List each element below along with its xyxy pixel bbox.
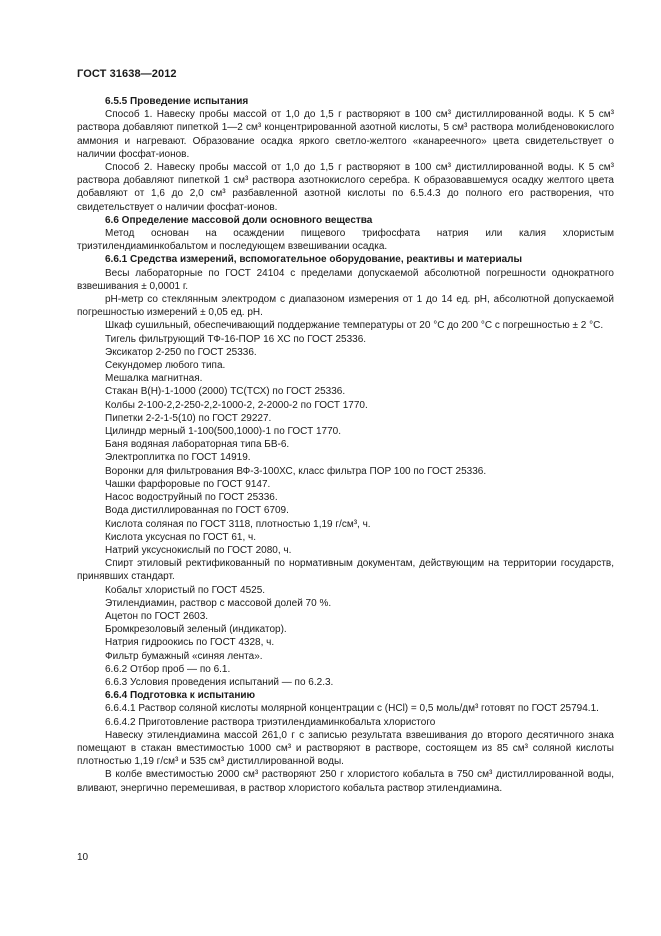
paragraph: Кислота соляная по ГОСТ 3118, плотностью 1,19 г/см³, ч. bbox=[105, 518, 371, 530]
paragraph: Способ 1. Навеску пробы массой от 1,0 до 1,5 г растворяют в 100 см³ дистиллированной воды. К 5 см³ раствора добавляют пипеткой 1—2 см³ концентрированной азотной кислоты, 5 см³ раствора молибденовокислого аммония и нагревают. Образование осадка яркого светло-желтого «канареечного» цвета свидетельствует о наличии фосфат-ионов. bbox=[77, 109, 614, 160]
section-heading: 6.6 Определение массовой доли основного вещества bbox=[105, 214, 373, 226]
paragraph: 6.6.2 Отбор проб — по 6.1. bbox=[105, 663, 231, 675]
paragraph: Цилиндр мерный 1-100(500,1000)-1 по ГОСТ 1770. bbox=[105, 426, 341, 438]
paragraph: Электроплитка по ГОСТ 14919. bbox=[105, 452, 251, 464]
paragraph: 6.6.3 Условия проведения испытаний — по 6.2.3. bbox=[105, 676, 334, 688]
page-number: 10 bbox=[77, 852, 89, 863]
section-heading: 6.6.4 Подготовка к испытанию bbox=[105, 690, 256, 702]
paragraph: Секундомер любого типа. bbox=[105, 360, 226, 372]
paragraph: Чашки фарфоровые по ГОСТ 9147. bbox=[105, 478, 271, 490]
paragraph: Кислота уксусная по ГОСТ 61, ч. bbox=[105, 531, 256, 543]
paragraph: Тигель фильтрующий ТФ-16-ПОР 16 ХС по ГОСТ 25336. bbox=[105, 333, 367, 345]
paragraph: Натрия гидроокись по ГОСТ 4328, ч. bbox=[105, 637, 275, 649]
section-heading: 6.5.5 Проведение испытания bbox=[105, 96, 249, 107]
paragraph: Натрий уксуснокислый по ГОСТ 2080, ч. bbox=[105, 544, 292, 556]
paragraph: Навеску этилендиамина массой 261,0 г с записью результата взвешивания до второго десятичного знака помещают в стакан вместимостью 1000 см³ и растворяют в растворе, состоящем из 85 см³ соляной кислоты плотностью 1,19 г/см³ и 535 см³ дистиллированной воды. bbox=[77, 729, 614, 768]
paragraph: Спирт этиловый ректификованный по нормативным документам, действующим на территории государств, принявших стандарт. bbox=[77, 558, 614, 583]
paragraph: Бромкрезоловый зеленый (индикатор). bbox=[105, 624, 287, 636]
paragraph: Фильтр бумажный «синяя лента». bbox=[105, 650, 263, 662]
paragraph: Вода дистиллированная по ГОСТ 6709. bbox=[105, 505, 289, 517]
paragraph: 6.6.4.1 Раствор соляной кислоты молярной концентрации с (HCl) = 0,5 моль/дм³ готовят по ГОСТ 25794.1. bbox=[105, 703, 599, 715]
paragraph: Баня водяная лабораторная типа БВ-6. bbox=[105, 439, 290, 451]
section-heading: 6.6.1 Средства измерений, вспомогательное оборудование, реактивы и материалы bbox=[105, 254, 523, 266]
paragraph: В колбе вместимостью 2000 см³ растворяют 250 г хлористого кобальта в 750 см³ дистиллированной воды, вливают, энергично перемешивая, в раствор хлористого кобальта раствор этилендиамина. bbox=[77, 769, 614, 794]
paragraph: Ацетон по ГОСТ 2603. bbox=[105, 610, 209, 622]
paragraph: Метод основан на осаждении пищевого трифосфата натрия или калия хлористым триэтилендиаминкобальтом и последующем взвешивании осадка. bbox=[77, 228, 614, 253]
paragraph: Колбы 2-100-2,2-250-2,2-1000-2, 2-2000-2 по ГОСТ 1770. bbox=[105, 399, 368, 411]
paragraph: 6.6.4.2 Приготовление раствора триэтилендиаминкобальта хлористого bbox=[105, 716, 436, 728]
paragraph: Способ 2. Навеску пробы массой от 1,0 до 1,5 г растворяют в 100 см³ дистиллированной воды. К 5 см³ раствора добавляют пипеткой 1 см³ раствора азотнокислого серебра. К образовавшемуся осадку желтого цвета добавляют от 1,6 до 2,0 см³ разбавленной азотной кислоты по 6.5.4.3 до полного его растворения, что свидетельствует о наличии фосфат-ионов. bbox=[77, 162, 614, 213]
page-header-title: ГОСТ 31638—2012 bbox=[77, 68, 177, 80]
paragraph: Воронки для фильтрования ВФ-3-100ХС, класс фильтра ПОР 100 по ГОСТ 25336. bbox=[105, 465, 487, 477]
paragraph: Весы лабораторные по ГОСТ 24104 с пределами допускаемой абсолютной погрешности однократного взвешивания ± 0,0001 г. bbox=[77, 267, 614, 292]
paragraph: Насос водоструйный по ГОСТ 25336. bbox=[105, 492, 278, 504]
paragraph: рН-метр со стеклянным электродом с диапазоном измерения от 1 до 14 ед. рН, абсолютной допускаемой погрешностью измерений ± 0,05 ед. рН. bbox=[77, 294, 614, 319]
paragraph: Пипетки 2-2-1-5(10) по ГОСТ 29227. bbox=[105, 412, 272, 424]
paragraph: Шкаф сушильный, обеспечивающий поддержание температуры от 20 °С до 200 °С с погрешностью ± 2 °С. bbox=[105, 320, 604, 332]
paragraph: Этилендиамин, раствор с массовой долей 70 %. bbox=[105, 597, 332, 609]
paragraph: Кобальт хлористый по ГОСТ 4525. bbox=[105, 584, 266, 596]
document-body bbox=[77, 95, 614, 795]
paragraph: Мешалка магнитная. bbox=[105, 373, 203, 385]
paragraph: Стакан В(Н)-1-1000 (2000) ТС(ТСХ) по ГОСТ 25336. bbox=[105, 386, 346, 398]
paragraph: Эксикатор 2-250 по ГОСТ 25336. bbox=[105, 346, 257, 358]
